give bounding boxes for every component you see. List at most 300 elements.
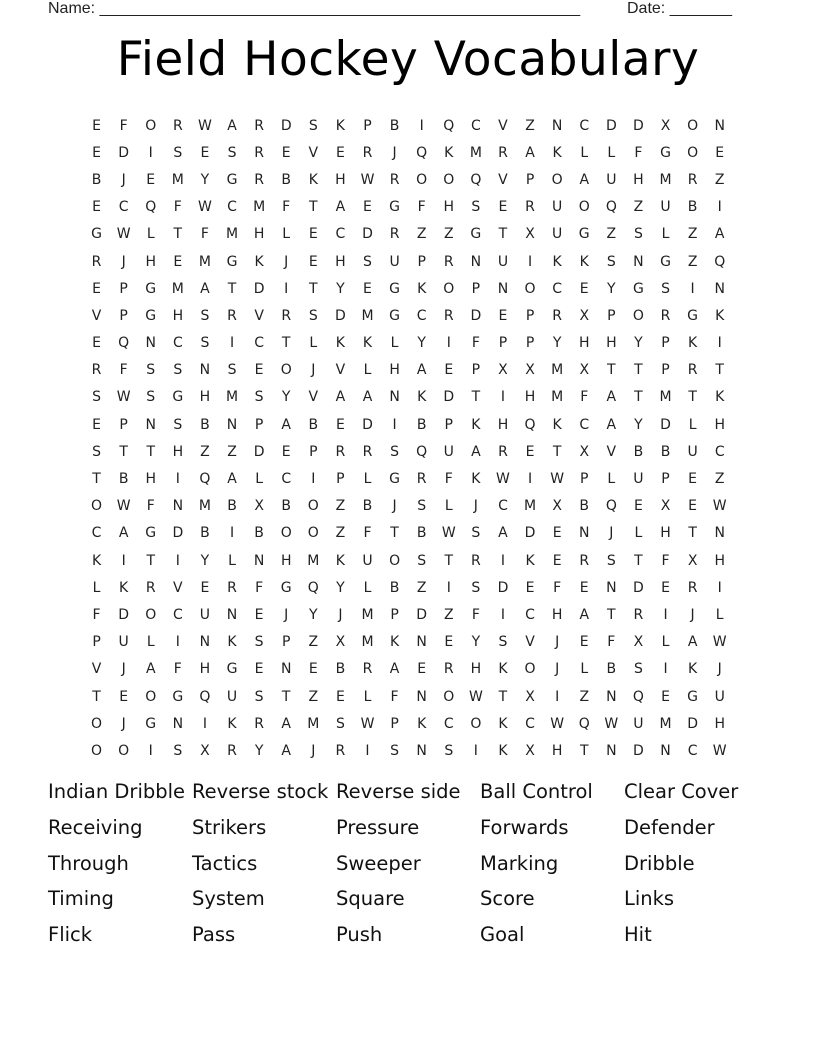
grid-letter: I (311, 471, 316, 488)
grid-letter: R (254, 117, 264, 134)
grid-letter: J (690, 606, 695, 623)
grid-letter: Q (578, 715, 590, 732)
grid-letter: F (92, 606, 101, 623)
grid-letter: E (92, 144, 101, 161)
grid-letter: H (335, 253, 346, 270)
grid-letter: H (660, 525, 671, 542)
grid-letter: O (91, 498, 103, 515)
grid-letter: T (146, 552, 156, 569)
grid-letter: C (714, 443, 725, 460)
grid-letter: G (632, 280, 644, 297)
grid-letter: Y (254, 742, 264, 759)
grid-letter: B (281, 171, 291, 188)
grid-letter: S (254, 634, 264, 651)
grid-letter: E (498, 199, 508, 216)
grid-letter: S (92, 443, 101, 460)
grid-letter: N (551, 117, 563, 134)
grid-letter: H (199, 389, 211, 406)
grid-letter: K (308, 171, 318, 188)
grid-letter: M (171, 171, 184, 188)
grid-letter: U (389, 253, 400, 270)
grid-letter: E (525, 579, 535, 596)
grid-letter: P (525, 171, 535, 188)
date-field-label: Date: _______ (627, 0, 732, 17)
grid-letter: R (498, 443, 508, 460)
grid-letter: B (687, 199, 698, 216)
grid-letter: C (172, 335, 183, 352)
grid-letter: J (555, 634, 560, 651)
grid-letter: T (146, 443, 156, 460)
grid-letter: P (444, 416, 453, 433)
grid-letter: O (443, 171, 455, 188)
grid-letter: T (634, 362, 643, 379)
grid-letter: F (580, 389, 589, 406)
grid-letter: X (525, 226, 535, 243)
grid-letter: F (282, 199, 291, 216)
grid-letter: F (444, 471, 453, 488)
grid-letter: Z (227, 443, 237, 460)
grid-letter: Q (416, 144, 428, 161)
grid-letter: H (714, 552, 725, 569)
grid-letter: A (525, 144, 535, 161)
word-list-item: Flick (48, 923, 93, 947)
grid-letter: Y (309, 606, 318, 623)
grid-letter: H (172, 307, 184, 324)
grid-letter: I (717, 335, 722, 352)
grid-letter: P (390, 715, 399, 732)
grid-letter: M (469, 144, 482, 161)
grid-letter: W (550, 471, 565, 488)
grid-letter: P (580, 471, 589, 488)
grid-letter: N (714, 280, 725, 297)
grid-letter: J (121, 715, 126, 732)
grid-letter: H (253, 226, 265, 243)
grid-letter: H (606, 335, 617, 352)
grid-letter: I (121, 552, 126, 569)
grid-letter: I (446, 579, 451, 596)
grid-letter: R (498, 144, 508, 161)
grid-letter: C (281, 471, 292, 488)
word-list-item: Reverse stock (192, 780, 329, 803)
grid-letter: I (473, 742, 478, 759)
grid-letter: I (202, 715, 207, 732)
grid-letter: A (498, 525, 508, 542)
grid-letter: I (175, 471, 180, 488)
grid-letter: W (360, 715, 375, 732)
grid-letter: T (552, 443, 562, 460)
grid-letter: T (390, 525, 399, 542)
grid-letter: O (91, 715, 103, 732)
grid-letter: E (254, 606, 264, 623)
grid-letter: V (525, 634, 535, 651)
grid-letter: R (470, 552, 481, 569)
grid-letter: A (145, 661, 156, 678)
grid-letter: Z (714, 471, 725, 488)
grid-letter: G (389, 307, 400, 324)
grid-letter: E (444, 362, 454, 379)
grid-letter: N (606, 688, 617, 705)
grid-letter: G (389, 199, 400, 216)
grid-letter: W (116, 498, 131, 515)
grid-letter: K (579, 253, 589, 270)
grid-letter: R (443, 661, 454, 678)
grid-letter: B (227, 498, 237, 515)
grid-letter: E (417, 661, 427, 678)
grid-letter: N (253, 552, 265, 569)
word-list-item: Marking (480, 851, 559, 875)
grid-letter: H (714, 715, 725, 732)
grid-letter: H (199, 661, 211, 678)
grid-letter: A (281, 416, 291, 433)
grid-letter: T (498, 688, 508, 705)
grid-letter: W (604, 715, 619, 732)
grid-letter: X (498, 362, 508, 379)
grid-letter: S (173, 144, 183, 161)
grid-letter: K (417, 280, 427, 297)
grid-letter: O (145, 117, 157, 134)
grid-letter: K (525, 552, 535, 569)
grid-letter: E (173, 253, 183, 270)
grid-letter: N (280, 661, 292, 678)
word-list-item: Push (336, 923, 383, 947)
grid-letter: R (389, 171, 400, 188)
grid-letter: R (389, 226, 400, 243)
grid-letter: K (227, 715, 237, 732)
grid-letter: P (254, 416, 264, 433)
grid-letter: G (226, 661, 238, 678)
grid-letter: Q (443, 117, 455, 134)
grid-letter: L (146, 226, 155, 243)
grid-letter: Q (632, 688, 644, 705)
grid-letter: I (284, 280, 289, 297)
grid-letter: P (119, 416, 128, 433)
grid-letter: S (606, 253, 616, 270)
grid-letter: S (417, 552, 427, 569)
grid-letter: K (444, 144, 454, 161)
grid-letter: R (281, 307, 292, 324)
grid-letter: W (441, 525, 456, 542)
grid-letter: T (688, 389, 697, 406)
grid-letter: S (227, 144, 237, 161)
grid-letter: A (227, 471, 237, 488)
grid-letter: E (498, 307, 508, 324)
grid-letter: S (633, 226, 643, 243)
grid-letter: V (91, 307, 102, 324)
grid-letter: I (717, 199, 722, 216)
grid-letter: M (361, 307, 374, 324)
grid-letter: M (361, 634, 374, 651)
grid-letter: L (363, 688, 372, 705)
grid-letter: A (335, 389, 346, 406)
grid-letter: A (579, 171, 590, 188)
grid-letter: F (119, 117, 128, 134)
grid-letter: H (714, 416, 725, 433)
grid-letter: B (579, 498, 590, 515)
grid-letter: E (335, 416, 345, 433)
grid-letter: T (634, 389, 643, 406)
grid-letter: H (389, 362, 400, 379)
word-list-item: Indian Dribble (48, 780, 186, 803)
grid-letter: F (417, 199, 426, 216)
grid-letter: E (633, 498, 643, 515)
grid-letter: H (172, 443, 184, 460)
grid-letter: E (92, 199, 101, 216)
grid-letter: W (360, 171, 375, 188)
grid-letter: U (226, 688, 238, 705)
grid-letter: I (690, 280, 695, 297)
grid-letter: R (362, 661, 373, 678)
grid-letter: K (389, 634, 400, 651)
grid-letter: O (551, 171, 563, 188)
grid-letter: W (198, 117, 212, 134)
grid-letter: G (145, 525, 157, 542)
grid-letter: B (416, 416, 427, 433)
grid-letter: E (579, 634, 589, 651)
grid-letter: K (688, 335, 698, 352)
grid-letter: I (365, 742, 370, 759)
grid-letter: F (173, 661, 182, 678)
grid-letter: C (227, 199, 237, 216)
grid-letter: Q (199, 688, 211, 705)
grid-letter: H (280, 552, 292, 569)
grid-letter: H (551, 606, 563, 623)
grid-letter: R (172, 117, 183, 134)
grid-letter: L (444, 498, 453, 515)
grid-letter: R (687, 579, 698, 596)
grid-letter: W (550, 715, 565, 732)
word-list-item: Sweeper (336, 851, 421, 875)
word-list-item: Timing (48, 887, 114, 911)
grid-letter: U (552, 199, 563, 216)
grid-letter: K (688, 661, 698, 678)
grid-letter: D (253, 280, 265, 297)
grid-letter: G (470, 226, 482, 243)
grid-letter: O (118, 742, 130, 759)
grid-letter: D (280, 117, 292, 134)
grid-letter: T (444, 552, 454, 569)
grid-letter: O (632, 307, 644, 324)
grid-letter: W (116, 389, 131, 406)
grid-letter: K (335, 117, 345, 134)
grid-letter: D (633, 579, 644, 596)
grid-letter: O (578, 199, 590, 216)
grid-letter: F (661, 552, 670, 569)
grid-letter: B (118, 471, 129, 488)
grid-letter: V (308, 389, 319, 406)
grid-letter: H (470, 661, 482, 678)
grid-letter: R (633, 606, 644, 623)
grid-letter: O (443, 280, 455, 297)
grid-letter: H (551, 742, 563, 759)
grid-letter: W (712, 634, 727, 651)
grid-letter: I (419, 117, 424, 134)
grid-letter: A (389, 661, 400, 678)
grid-letter: E (254, 661, 264, 678)
grid-letter: T (92, 688, 101, 705)
grid-letter: R (335, 742, 346, 759)
grid-letter: K (335, 335, 345, 352)
grid-letter: X (525, 742, 535, 759)
grid-letter: X (254, 498, 264, 515)
grid-letter: C (579, 117, 590, 134)
grid-letter: N (633, 253, 644, 270)
header-line (48, 0, 768, 20)
grid-letter: J (555, 661, 560, 678)
grid-letter: C (525, 715, 535, 732)
grid-letter: I (229, 335, 235, 352)
grid-letter: Z (200, 443, 210, 460)
grid-letter: Z (416, 579, 427, 596)
grid-letter: D (362, 226, 373, 243)
grid-letter: L (661, 226, 670, 243)
grid-letter: M (307, 552, 320, 569)
grid-letter: I (229, 525, 235, 542)
grid-letter: K (227, 634, 237, 651)
grid-letter: Y (200, 171, 210, 188)
grid-letter: Y (417, 335, 426, 352)
grid-letter: K (471, 471, 481, 488)
grid-letter: E (254, 362, 264, 379)
grid-letter: S (471, 579, 481, 596)
grid-letter: G (172, 688, 184, 705)
grid-letter: X (552, 498, 562, 515)
grid-letter: J (121, 661, 126, 678)
grid-letter: Z (714, 171, 725, 188)
grid-letter: Y (336, 579, 345, 596)
grid-letter: U (687, 443, 698, 460)
grid-letter: T (173, 226, 183, 243)
grid-letter: G (145, 307, 157, 324)
grid-letter: G (172, 389, 184, 406)
grid-letter: E (92, 416, 101, 433)
grid-letter: E (579, 280, 589, 297)
grid-letter: L (607, 471, 616, 488)
grid-letter: K (715, 389, 725, 406)
grid-letter: P (390, 606, 399, 623)
grid-letter: E (308, 226, 318, 243)
word-list-item: System (192, 887, 265, 911)
grid-letter: P (336, 471, 345, 488)
grid-letter: K (498, 742, 508, 759)
grid-letter: B (200, 525, 210, 542)
grid-letter: R (579, 552, 590, 569)
grid-letter: B (389, 579, 400, 596)
grid-letter: I (500, 606, 506, 623)
grid-letter: E (525, 443, 535, 460)
grid-letter: Z (308, 634, 319, 651)
grid-letter: X (579, 362, 590, 379)
grid-letter: S (308, 307, 318, 324)
grid-letter: C (579, 416, 590, 433)
grid-letter: K (119, 579, 129, 596)
grid-letter: S (308, 117, 318, 134)
grid-letter: N (199, 634, 211, 651)
grid-letter: C (443, 715, 454, 732)
grid-letter: X (660, 498, 671, 515)
grid-letter: A (281, 715, 291, 732)
grid-letter: F (119, 362, 128, 379)
grid-letter: M (659, 389, 672, 406)
grid-letter: S (390, 443, 400, 460)
grid-letter: G (660, 144, 671, 161)
grid-letter: B (389, 117, 400, 134)
grid-letter: N (416, 742, 427, 759)
grid-letter: P (471, 280, 481, 297)
grid-letter: N (389, 389, 400, 406)
grid-letter: P (281, 634, 291, 651)
grid-letter: T (309, 199, 318, 216)
grid-letter: O (307, 498, 319, 515)
grid-letter: W (468, 688, 483, 705)
grid-letter: W (116, 226, 131, 243)
grid-letter: D (443, 389, 455, 406)
grid-letter: K (498, 715, 508, 732)
grid-letter: M (307, 715, 320, 732)
grid-letter: Y (281, 389, 291, 406)
grid-letter: Z (687, 226, 698, 243)
grid-letter: E (146, 171, 156, 188)
grid-letter: L (146, 634, 155, 651)
grid-letter: A (227, 117, 237, 134)
grid-letter: T (281, 688, 291, 705)
grid-letter: K (254, 253, 264, 270)
grid-letter: Z (525, 117, 535, 134)
grid-letter: G (226, 253, 238, 270)
grid-letter: E (661, 688, 670, 705)
grid-letter: R (254, 144, 264, 161)
grid-letter: Y (200, 552, 210, 569)
grid-letter: Q (118, 335, 130, 352)
grid-letter: V (335, 362, 346, 379)
grid-letter: A (118, 525, 129, 542)
grid-letter: J (392, 144, 397, 161)
grid-letter: E (688, 498, 698, 515)
grid-letter: V (173, 579, 183, 596)
grid-letter: N (606, 579, 617, 596)
grid-letter: D (118, 144, 130, 161)
grid-letter: G (389, 280, 400, 297)
grid-letter: T (92, 471, 101, 488)
grid-letter: A (471, 443, 481, 460)
grid-letter: S (498, 634, 508, 651)
grid-letter: B (362, 498, 373, 515)
grid-letter: C (470, 117, 481, 134)
grid-letter: E (92, 335, 101, 352)
grid-letter: U (362, 552, 373, 569)
grid-letter: S (173, 416, 183, 433)
grid-letter: M (225, 389, 239, 406)
word-list-item: Links (624, 887, 675, 911)
grid-letter: J (609, 525, 614, 542)
grid-letter: S (444, 742, 454, 759)
grid-letter: E (688, 471, 698, 488)
grid-letter: E (363, 280, 372, 297)
word-list-item: Through (48, 851, 129, 875)
grid-letter: E (444, 634, 454, 651)
word-list-item: Tactics (192, 851, 258, 875)
grid-letter: A (281, 742, 291, 759)
grid-letter: L (580, 661, 589, 678)
grid-letter: M (171, 280, 184, 297)
grid-letter: Z (443, 226, 454, 243)
grid-letter: I (555, 688, 560, 705)
word-list-item: Pressure (336, 815, 420, 839)
grid-letter: B (281, 498, 291, 515)
grid-letter: V (254, 307, 264, 324)
grid-letter: R (91, 362, 102, 379)
grid-letter: R (443, 307, 454, 324)
grid-letter: F (471, 335, 480, 352)
